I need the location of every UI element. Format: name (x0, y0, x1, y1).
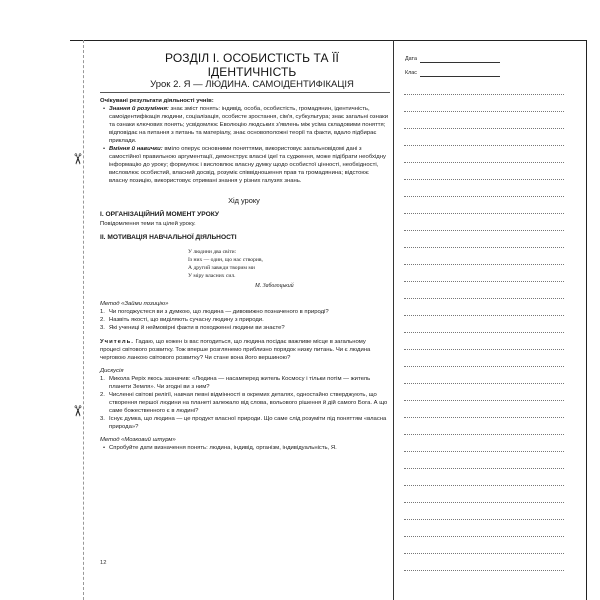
discussion-item: 2. Численні світові релігії, навчая певні відмінності в окремих деталях, одностайно стверджують, що створення першої людини на планеті залежало від слова, вольового рішення й дій самого Бога. А що саме божественного є в людині? (100, 391, 388, 414)
note-line (404, 213, 564, 214)
note-line (404, 94, 564, 95)
note-line (404, 281, 564, 282)
note-line (404, 230, 564, 231)
method2-item: • Спробуйте дати визначення понять: людина, індивід, організм, індивідуальність, Я. (100, 444, 388, 452)
poem-author: М. Заболоцький (255, 282, 294, 289)
note-line (404, 247, 564, 248)
title-rule (100, 92, 390, 93)
note-line (404, 519, 564, 520)
method1-title: Метод «Займи позицію» (100, 300, 169, 307)
discussion-item: 1. Микола Реріх якось зазначив: «Людина — насамперед житель Космосу і тільки потім — житель планети Земля». Чи згодні ви з ним? (100, 375, 371, 390)
note-line (404, 162, 564, 163)
section-title: РОЗДІЛ І. ОСОБИСТІСТЬ ТА ЇЇ ІДЕНТИЧНІСТЬ (165, 51, 339, 79)
method2-title: Метод «Мозковий штурм» (100, 437, 176, 443)
class-line (420, 76, 500, 77)
poem-line: А другий завжди творим ми (188, 265, 255, 271)
note-line (404, 536, 564, 537)
class-label: Клас (405, 70, 417, 76)
note-line (404, 451, 564, 452)
part1-heading: І. ОРГАНІЗАЦІЙНИЙ МОМЕНТ УРОКУ (100, 211, 220, 219)
outcome-knowledge: • Знання й розуміння: знає зміст понять: індивід, особа, особистість, громадянин, ідентичність, самоідентифікація людини, соціалізація, особисте зростання, сім'я, субкультура; знає загальні ознаки та ознаки ключових понять; усвідомлює Еволюцію людських з'явлень між усіма складовими поняття; відповідає на питання з питань та матеріалу, знає основоположні теорії та факти, вдало підбирає приклади. (100, 105, 388, 145)
note-line (404, 111, 564, 112)
outcomes-heading: Очікувані результати діяльності учнів: (100, 98, 214, 104)
poem-line: Із них — один, що нас створив, (188, 257, 263, 264)
question-item: 1. Чи погоджуєтеся ви з думкою, що людина — дивовижно позначеного в природі? (100, 308, 329, 315)
note-line (404, 553, 564, 554)
part1-text: Повідомлення теми та цілей уроку. (100, 221, 196, 228)
part2-heading: ІІ. МОТИВАЦІЯ НАВЧАЛЬНОЇ ДІЯЛЬНОСТІ (100, 234, 237, 242)
right-border (586, 40, 587, 600)
page-number: 12 (100, 560, 107, 566)
note-line (404, 485, 564, 486)
note-line (404, 502, 564, 503)
scissors-icon: ✂ (68, 152, 86, 166)
poem (100, 249, 388, 280)
note-line (404, 434, 564, 435)
note-line (404, 315, 564, 316)
note-line (404, 349, 564, 350)
note-line (404, 468, 564, 469)
poem-line: У людини два світи: (188, 249, 237, 256)
date-label: Дата (405, 56, 417, 62)
note-line (404, 298, 564, 299)
lesson-flow-heading: Хід уроку (228, 196, 260, 206)
note-line (404, 145, 564, 146)
outcome-skills: • Вміння й навички: вміло оперує основними поняттями, використовує загальновідомі дані з самостійної правильною аргументації, демонструє власні ідеї та судження, може підібрати необхідну інформацію до уроку; формулює і висловлює власну думку щодо особистої цінності, необхідності, висловлює особистий, власний досвід, розуміє співвідношення прав та громадянина; відстоює власну позицію, використовує отримані знання у різних галузях знань. (100, 145, 388, 185)
top-border (70, 40, 586, 41)
scissors-icon: ✂ (68, 404, 86, 418)
note-line (404, 400, 564, 401)
poem-line: У міру власних сил. (188, 272, 236, 279)
date-line (420, 62, 500, 63)
notes-column-divider (393, 40, 394, 600)
teacher-remark: Учитель. Гадаю, що кожен із вас погодиться, що людина посідає важливе місце в загальному процесі світового розвитку. Тож вперше розглянемо приблизно порядок низку питань. Чи є людина черговою ланкою світового розвитку? Чи стане вона його вершиною? (100, 338, 371, 361)
lesson-content (100, 97, 388, 452)
note-line (404, 366, 564, 367)
question-item: 3. Які учениці й неймовірні факти в походженні людини ви знаєте? (100, 324, 285, 331)
note-line (404, 332, 564, 333)
note-line (404, 264, 564, 265)
note-line (404, 570, 564, 571)
note-line (404, 383, 564, 384)
note-line (404, 196, 564, 197)
note-line (404, 417, 564, 418)
note-line (404, 179, 564, 180)
cut-line (83, 40, 84, 600)
discussion-title: Дискусія (100, 367, 124, 374)
question-item: 2. Назвіть якості, що виділяють сучасну людину з природи. (100, 316, 264, 323)
lesson-title: Урок 2. Я — ЛЮДИНА. САМОІДЕНТИФІКАЦІЯ (150, 79, 354, 90)
discussion-item: 3. Існує думка, що людина — це продукт власної природи. Що саме слід розуміти під поняттям «власна природа»? (100, 415, 387, 430)
note-line (404, 128, 564, 129)
